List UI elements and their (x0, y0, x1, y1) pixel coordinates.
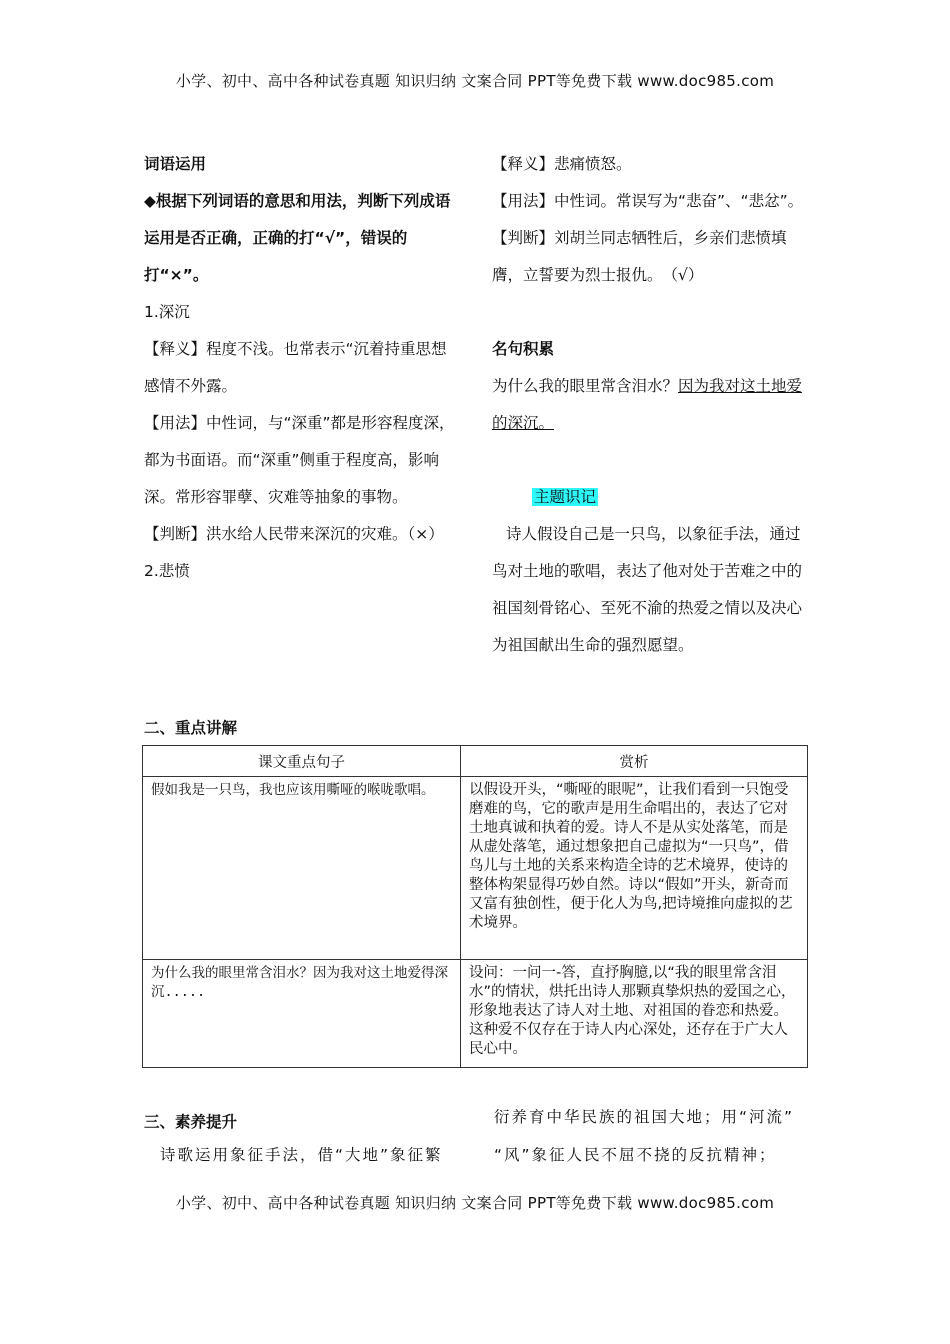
sentence-cell: 为什么我的眼里常含泪水？因为我对这土地爱得深沉..... (143, 960, 461, 1068)
analysis-cell: 以假设开头，“嘶哑的眼呢”，让我们看到一只饱受磨难的鸟，它的歌声是用生命唱出的，表达了它对土地真诚和执着的爱。诗人不是从实处落笔，而是从虚处落笔，通过想象把自己虚拟为“一只鸟”，借鸟儿与土地的关系来构造全诗的艺术境界，使诗的整体构架显得巧妙自然。诗以“假如”开头，新奇而又富有独创性，便于化人为鸟,把诗境推向虚拟的艺术境界。 (461, 777, 808, 960)
item1-meaning: 【释义】程度不浅。也常表示“沉着持重思想感情不外露。 (144, 340, 447, 395)
item2-usage: 【用法】中性词。常误写为“悲奋”、“悲忿”。 (492, 192, 804, 210)
theme-text: 诗人假设自己是一只鸟，以象征手法，通过鸟对土地的歌唱，表达了他对处于苦难之中的祖国刻骨铭心、至死不渝的热爱之情以及决心为祖国献出生命的强烈愿望。 (492, 525, 803, 654)
quote-question: 为什么我的眼里常含泪水？ (492, 377, 679, 395)
item1-judge: 【判断】洪水给人民带来深沉的灾难。（×） (144, 525, 444, 543)
table-header-analysis: 赏析 (461, 746, 808, 777)
table-row (143, 960, 808, 1068)
table-row (143, 777, 808, 960)
item2-judge: 【判断】刘胡兰同志牺牲后，乡亲们悲愤填膺，立誓要为烈士报仇。 （√） (492, 229, 787, 284)
left-column (144, 146, 462, 590)
section3-right-line1: 衍养育中华民族的祖国大地；用“河流” (494, 1108, 795, 1126)
key-sentences-table (142, 745, 808, 1068)
page-footer: 小学、初中、高中各种试卷真题 知识归纳 文案合同 PPT等免费下载 www.doc985.com (175, 1194, 775, 1212)
quote-sentence (492, 368, 810, 442)
section3-right-line2: “风”象征人民不屈不挠的反抗精神； (494, 1146, 777, 1164)
instruction-text: ◆根据下列词语的意思和用法，判断下列成语运用是否正确，正确的打“√”，错误的打“×”。 (144, 192, 451, 284)
page-header: 小学、初中、高中各种试卷真题 知识归纳 文案合同 PPT等免费下载 www.doc985.com (175, 72, 775, 90)
quote-heading: 名句积累 (492, 340, 555, 358)
right-column (492, 146, 810, 664)
word-usage-heading: 词语运用 (144, 155, 207, 173)
sentence-cell: 假如我是一只鸟，我也应该用嘶哑的喉咙歌唱。 (143, 777, 461, 960)
analysis-cell: 设问：一问一-答，直抒胸臆,以“我的眼里常含泪水”的情状，烘托出诗人那颗真挚炽热的爱国之心，形象地表达了诗人对土地、对祖国的眷恋和热爱。这种爱不仅存在于诗人内心深处，还存在于广大人民心中。 (461, 960, 808, 1068)
table-header-sentence: 课文重点句子 (143, 746, 461, 777)
item2-title: 2.悲愤 (144, 562, 190, 580)
theme-label: 主题识记 (534, 488, 597, 506)
section3-left-text: 诗歌运用象征手法，借“大地”象征繁 (160, 1146, 443, 1164)
section2-title: 二、重点讲解 (144, 719, 238, 737)
section3-title: 三、素养提升 (144, 1113, 238, 1131)
item1-title: 1.深沉 (144, 303, 190, 321)
item1-usage: 【用法】中性词，与“深重”都是形容程度深，都为书面语。而“深重”侧重于程度高，影响深。常形容罪孽、灾难等抽象的事物。 (144, 414, 455, 506)
item2-meaning: 【释义】悲痛愤怒。 (492, 155, 632, 173)
quote-answer: 因为我对这土地爱的深沉。 (492, 377, 803, 432)
table-header-row (143, 746, 808, 777)
